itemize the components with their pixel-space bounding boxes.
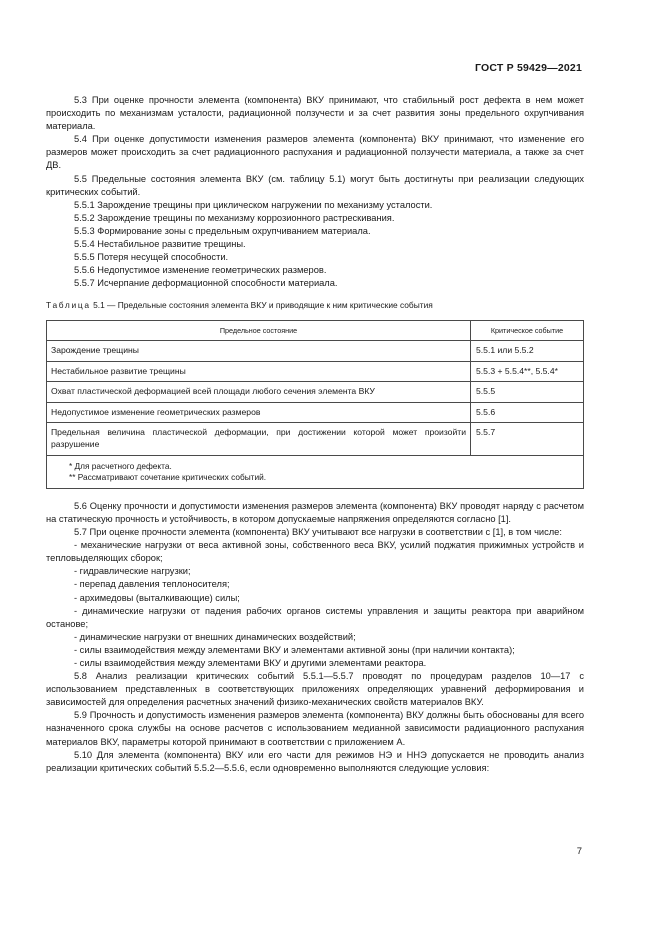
event-5-5-4: 5.5.4 Нестабильное развитие трещины. (74, 239, 246, 250)
paragraph-5-4: 5.4 При оценке допустимости изменения размеров элемента (компонента) ВКУ принимают, что изменение его размеров может происходить за счет радиационного распухания и радиационной ползучести материала, а также за счет ДВ. (46, 134, 584, 171)
table-caption-label: Таблица (46, 300, 91, 311)
paragraph-5-7: 5.7 При оценке прочности элемента (компонента) ВКУ учитывают все нагрузки в соответствии с [1], в том числе: (74, 527, 562, 538)
load-item: - динамические нагрузки от внешних динамических воздействий; (74, 631, 356, 642)
load-item: - механические нагрузки от веса активной зоны, собственного веса ВКУ, усилий поджатия прижимных устройств и тепловыделяющих сборок; (46, 540, 584, 564)
event-5-5-5: 5.5.5 Потеря несущей способности. (74, 252, 229, 263)
limit-states-table (46, 320, 584, 489)
table-cell-condition: Предельная величина пластической деформации, при достижении которой может произойти разрушение (47, 423, 471, 455)
event-5-5-7: 5.5.7 Исчерпание деформационной способности материала. (74, 278, 338, 289)
paragraphs-after-table (46, 500, 584, 775)
table-row (47, 423, 584, 455)
table-row (47, 402, 584, 423)
load-item: - динамические нагрузки от падения рабочих органов системы управления и защиты реактора при аварийном останове; (46, 605, 584, 629)
page-number: 7 (576, 846, 582, 857)
table-cell-condition: Нестабильное развитие трещины (47, 361, 471, 382)
event-5-5-3: 5.5.3 Формирование зоны с предельным охрупчиванием материала. (74, 225, 371, 236)
table-row (47, 382, 584, 403)
load-item: - силы взаимодействия между элементами ВКУ и элементами активной зоны (при наличии контакта); (74, 644, 515, 655)
document-code: ГОСТ Р 59429—2021 (474, 62, 582, 74)
table-row (47, 341, 584, 362)
table-cell-event: 5.5.3 + 5.5.4**, 5.5.4* (471, 361, 584, 382)
table-cell-event: 5.5.6 (471, 402, 584, 423)
paragraph-5-8: 5.8 Анализ реализации критических событий 5.5.1—5.5.7 проводят по процедурам разделов 10—17 с использованием представленных в соответствующих приложениях определяющих уравнений деформирования и зависимостей для определения расчетных значений физико-механических свойств материалов ВКУ. (46, 671, 584, 708)
column-header-event: Критическое событие (471, 320, 584, 341)
event-5-5-6: 5.5.6 Недопустимое изменение геометрических размеров. (74, 265, 327, 276)
table-notes (47, 455, 584, 488)
table-header-row (47, 320, 584, 341)
table-note-1: * Для расчетного дефекта. (69, 460, 172, 471)
table-cell-condition: Недопустимое изменение геометрических размеров (47, 402, 471, 423)
event-5-5-2: 5.5.2 Зарождение трещины по механизму коррозионного растрескивания. (74, 212, 395, 223)
table-row (47, 361, 584, 382)
table-caption (46, 299, 584, 312)
table-note-2: ** Рассматривают сочетание критических событий. (69, 472, 267, 483)
table-cell-condition: Охват пластической деформацией всей площади любого сечения элемента ВКУ (47, 382, 471, 403)
table-cell-event: 5.5.5 (471, 382, 584, 403)
paragraph-5-3: 5.3 При оценке прочности элемента (компонента) ВКУ принимают, что стабильный рост дефекта в нем может происходить по механизмам усталости, радиационной ползучести и за счет развития зоны предельного охрупчивания материала. (46, 95, 584, 132)
table-cell-event: 5.5.1 или 5.5.2 (471, 341, 584, 362)
column-header-condition: Предельное состояние (47, 320, 471, 341)
table-caption-text: 5.1 — Предельные состояния элемента ВКУ и приводящие к ним критические события (93, 300, 433, 311)
page-body (46, 94, 584, 775)
load-item: - гидравлические нагрузки; (74, 566, 191, 577)
paragraph-5-6: 5.6 Оценку прочности и допустимости изменения размеров элемента (компонента) ВКУ проводят наряду с расчетом на статическую прочность и устойчивость, в котором допускаемые напряжения определяются согласно [1]. (46, 500, 584, 524)
paragraph-5-10: 5.10 Для элемента (компонента) ВКУ или его части для режимов НЭ и ННЭ допускается не проводить анализ реализации критических событий 5.5.2—5.5.6, если одновременно выполняются следующие условия: (46, 749, 584, 773)
table-notes-row (47, 455, 584, 488)
paragraph-5-9: 5.9 Прочность и допустимость изменения размеров элемента (компонента) ВКУ должны быть обоснованы для всего назначенного срока службы на основе расчетов с использованием медианной зависимости радиационного распухания материалов ВКУ, параметры которой принимают в соответствии с приложением А. (46, 710, 584, 747)
event-5-5-1: 5.5.1 Зарождение трещины при циклическом нагружении по механизму усталости. (74, 199, 433, 210)
table-cell-condition: Зарождение трещины (47, 341, 471, 362)
load-item: - архимедовы (выталкивающие) силы; (74, 592, 240, 603)
table-cell-event: 5.5.7 (471, 423, 584, 455)
load-item: - силы взаимодействия между элементами ВКУ и другими элементами реактора. (74, 657, 427, 668)
load-item: - перепад давления теплоносителя; (74, 579, 230, 590)
paragraph-5-5: 5.5 Предельные состояния элемента ВКУ (см. таблицу 5.1) могут быть достигнуты при реализации следующих критических событий. (46, 173, 584, 197)
